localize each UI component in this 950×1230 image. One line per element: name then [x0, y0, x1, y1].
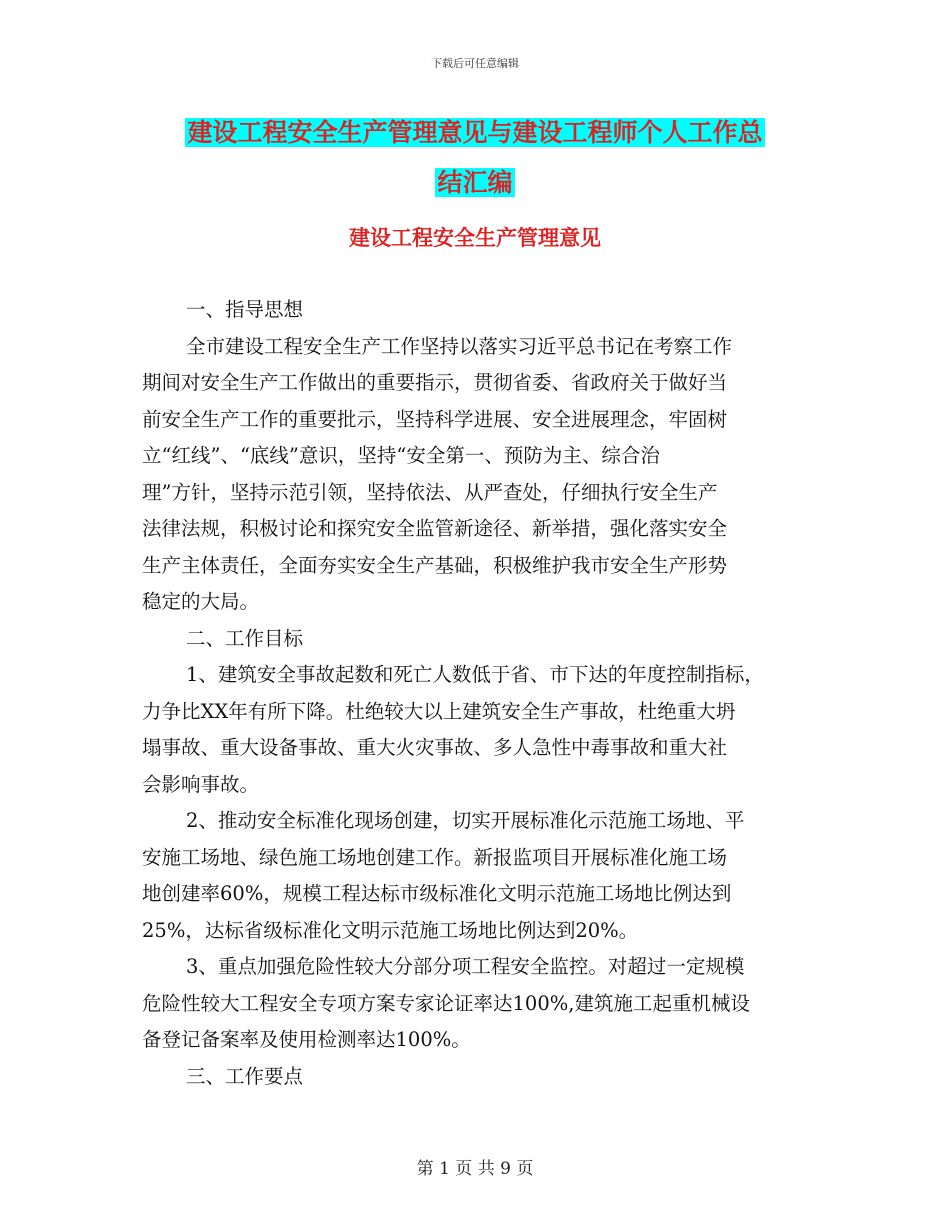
body-line: 25%，达标省级标准化文明示范施工场地比例达到20%。 — [142, 918, 639, 942]
body-line: 前安全生产工作的重要批示，坚持科学进展、安全进展理念，牢固树 — [142, 407, 728, 431]
page-number-footer: 第 1 页 共 9 页 — [416, 1159, 534, 1179]
body-line: 1、建筑安全事故起数和死亡人数低于省、市下达的年度控制指标， — [186, 663, 764, 686]
section-title: 建设工程安全生产管理意见 — [349, 226, 601, 250]
body-line: 期间对安全生产工作做出的重要指示，贯彻省委、省政府关于做好当 — [142, 371, 728, 394]
body-line: 力争比XX年有所下降。杜绝较大以上建筑安全生产事故，杜绝重大坍 — [142, 699, 736, 723]
body-line: 3、重点加强危险性较大分部分项工程安全监控。对超过一定规模 — [186, 955, 745, 978]
body-line: 危险性较大工程安全专项方案专家论证率达100%,建筑施工起重机械设 — [142, 991, 750, 1015]
document-title — [150, 108, 800, 208]
body-line: 塌事故、重大设备事故、重大火灾事故、多人急性中毒事故和重大社 — [142, 736, 728, 759]
document-title-line-2: 结汇编 — [437, 168, 513, 197]
document-title-line-1: 建设工程安全生产管理意见与建设工程师个人工作总 — [187, 118, 763, 147]
body-line: 稳定的大局。 — [142, 590, 260, 613]
page-header-note: 下载后可任意编辑 — [431, 57, 519, 70]
body-text — [142, 292, 812, 1095]
body-line: 理”方针，坚持示范引领，坚持依法、从严查处，仔细执行安全生产 — [142, 480, 718, 504]
body-line: 法律法规，积极讨论和探究安全监管新途径、新举措，强化落实安全 — [142, 517, 728, 540]
body-line: 备登记备案率及使用检测率达100%。 — [142, 1028, 471, 1051]
body-line: 生产主体责任，全面夯实安全生产基础，积极维护我市安全生产形势 — [142, 553, 728, 577]
body-line: 二、工作目标 — [186, 626, 304, 650]
body-line: 地创建率60%，规模工程达标市级标准化文明示范施工场地比例达到 — [142, 882, 732, 905]
body-line: 一、指导思想 — [186, 298, 304, 321]
body-line: 三、工作要点 — [186, 1064, 304, 1088]
body-line: 安施工场地、绿色施工场地创建工作。新报监项目开展标准化施工场 — [142, 845, 728, 869]
body-line: 2、推动安全标准化现场创建，切实开展标准化示范施工场地、平 — [186, 809, 745, 832]
body-line: 会影响事故。 — [142, 772, 260, 796]
body-line: 全市建设工程安全生产工作坚持以落实习近平总书记在考察工作 — [186, 334, 733, 358]
body-line: 立“红线”、“底线”意识，坚持“安全第一、预防为主、综合治 — [142, 444, 660, 467]
